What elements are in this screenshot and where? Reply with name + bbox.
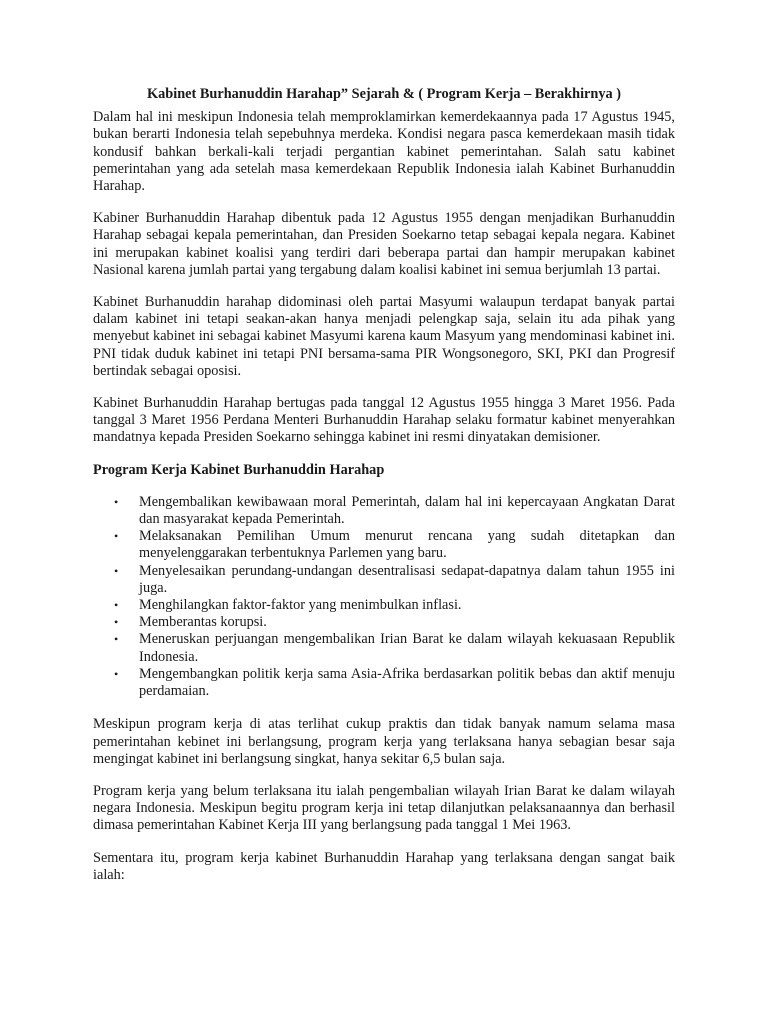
list-item <box>93 494 675 528</box>
section-heading: Program Kerja Kabinet Burhanuddin Harahap <box>93 461 385 478</box>
bullet-icon: • <box>114 632 119 647</box>
outro-paragraph-1: Meskipun program kerja di atas terlihat cukup praktis dan tidak banyak namum selama masa pemerintahan kebinet ini berlangsung, program kerja yang terlaksana hanya sebagian besar saja mengingat kabinet ini berlangsung singkat, hanya sekitar 6,5 bulan saja. <box>93 716 675 767</box>
document-title: Kabinet Burhanuddin Harahap” Sejarah & ( Program Kerja – Berakhirnya ) <box>147 86 621 102</box>
bullet-icon: • <box>114 494 119 509</box>
list-item-text: Mengembangkan politik kerja sama Asia-Afrika berdasarkan politik bebas dan aktif menuju perdamaian. <box>139 665 675 700</box>
outro-paragraph-3: Sementara itu, program kerja kabinet Burhanuddin Harahap yang terlaksana dengan sangat baik ialah: <box>93 849 675 883</box>
list-item <box>93 614 675 631</box>
bullet-icon: • <box>114 598 119 613</box>
program-list <box>93 494 675 700</box>
list-item <box>93 631 675 665</box>
outro-paragraph-2: Program kerja yang belum terlaksana itu ialah pengembalian wilayah Irian Barat ke dalam wilayah negara Indonesia. Meskipun begitu program kerja ini tetap dilanjutkan pelaksanaannya dan berhasil dimasa pemerintahan Kabinet Kerja III yang berlangsung pada tanggal 1 Mei 1963. <box>93 782 675 834</box>
bullet-icon: • <box>114 615 119 630</box>
list-item-text: Memberantas korupsi. <box>139 614 267 631</box>
document-page <box>93 86 675 899</box>
intro-paragraph-4: Kabinet Burhanuddin Harahap bertugas pada tanggal 12 Agustus 1955 hingga 3 Maret 1956. Pada tanggal 3 Maret 1956 Perdana Menteri Burhanuddin Harahap selaku formatur kabinet menyerahkan mandatnya kepada Presiden Soekarno sehingga kabinet ini resmi dinyatakan demisioner. <box>93 395 675 446</box>
list-item-text: Menghilangkan faktor-faktor yang menimbulkan inflasi. <box>139 597 462 614</box>
intro-paragraph-2: Kabiner Burhanuddin Harahap dibentuk pada 12 Agustus 1955 dengan menjadikan Burhanuddin Harahap sebagai kepala pemerintahan, dan Presiden Soekarno tetap sebagai kepala negara. Kabinet ini merupakan kabinet koalisi yang terdiri dari beberapa partai dan hampir merupakan kabinet Nasional karena jumlah partai yang tergabung dalam koalisi kabinet ini semua berjumlah 13 partai. <box>93 210 675 278</box>
list-item <box>93 597 675 614</box>
list-item-text: Menyelesaikan perundang-undangan desentralisasi sedapat-dapatnya dalam tahun 1955 ini juga. <box>139 562 675 596</box>
list-item-text: Mengembalikan kewibawaan moral Pemerintah, dalam hal ini kepercayaan Angkatan Darat dan masyarakat kepada Pemerintah. <box>139 493 675 528</box>
intro-paragraph-3: Kabinet Burhanuddin harahap didominasi oleh partai Masyumi walaupun terdapat banyak partai dalam kabinet ini tetapi seakan-akan hanya menjadi pelengkap saja, selain itu ada pihak yang menyebut kabinet ini sebagai kabinet Masyumi karena kaum Masyum yang mendominasi kabinet ini. PNI tidak duduk kabinet ini tetapi PNI bersama-sama PIR Wongsonegoro, SKI, PKI dan Progresif bertindak sebagai oposisi. <box>93 294 675 379</box>
list-item-text: Melaksanakan Pemilihan Umum menurut rencana yang sudah ditetapkan dan menyelenggarakan terbentuknya Parlemen yang baru. <box>139 528 675 562</box>
list-item <box>93 528 675 562</box>
bullet-icon: • <box>114 666 119 681</box>
list-item <box>93 563 675 597</box>
bullet-icon: • <box>114 529 119 544</box>
intro-paragraph-1: Dalam hal ini meskipun Indonesia telah memproklamirkan kemerdekaannya pada 17 Agustus 1945, bukan berarti Indonesia telah sepebuhnya merdeka. Kondisi negara pasca kemerdekaan masih tidak kondusif bahkan berkali-kali terjadi pergantian kabinet pemerintahan. Salah satu kabinet pemerintahan yang ada setelah masa kemerdekaan Republik Indonesia ialah Kabinet Burhanuddin Harahap. <box>93 109 675 195</box>
list-item <box>93 666 675 700</box>
bullet-icon: • <box>114 563 119 578</box>
list-item-text: Meneruskan perjuangan mengembalikan Irian Barat ke dalam wilayah kekuasaan Republik Indonesia. <box>139 631 675 665</box>
